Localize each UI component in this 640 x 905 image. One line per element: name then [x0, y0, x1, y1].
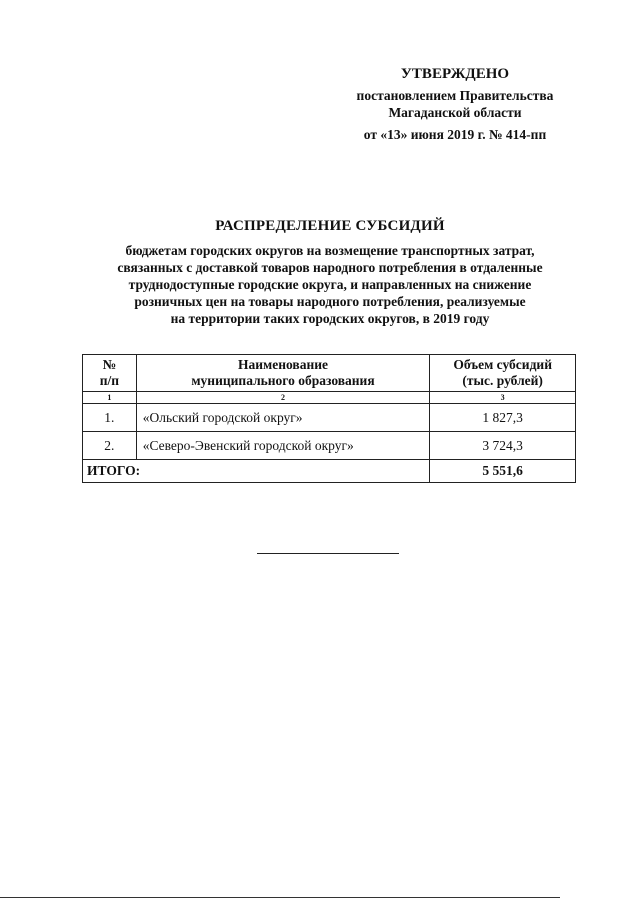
subtitle-line: связанных с доставкой товаров народного потребления в отдаленные	[117, 260, 543, 275]
column-number: 2	[136, 392, 430, 404]
header-num-line2: п/п	[99, 373, 120, 388]
subtitle-line: на территории таких городских округов, в 2019 году	[170, 311, 490, 326]
subsidies-table	[82, 354, 576, 483]
approval-line-1: постановлением Правительства	[356, 88, 554, 103]
row-num: 1.	[83, 404, 137, 432]
document-subtitle	[70, 242, 590, 327]
header-name-line2: муниципального образования	[191, 373, 375, 388]
separator-line	[257, 553, 399, 554]
header-amount-line1: Объем субсидий	[453, 357, 552, 372]
approval-date: от «13» июня 2019 г. № 414-пп	[363, 127, 547, 142]
approval-title: УТВЕРЖДЕНО	[400, 66, 510, 82]
approval-line-2: Магаданской области	[388, 105, 522, 120]
total-amount: 5 551,6	[430, 460, 576, 483]
row-num: 2.	[83, 432, 137, 460]
page-bottom-line	[0, 897, 560, 898]
table-row	[83, 404, 576, 432]
table-header-row	[83, 355, 576, 392]
total-label: ИТОГО:	[83, 460, 430, 483]
row-name: «Северо-Эвенский городской округ»	[136, 432, 430, 460]
table-row	[83, 432, 576, 460]
column-number: 1	[83, 392, 137, 404]
total-row	[83, 460, 576, 483]
subtitle-line: бюджетам городских округов на возмещение транспортных затрат,	[125, 243, 535, 258]
header-amount	[430, 355, 576, 392]
column-number-row	[83, 392, 576, 404]
header-name	[136, 355, 430, 392]
header-amount-line2: (тыс. рублей)	[462, 373, 543, 388]
header-num-line1: №	[102, 357, 117, 372]
row-amount: 3 724,3	[430, 432, 576, 460]
row-name: «Ольский городской округ»	[136, 404, 430, 432]
subtitle-line: розничных цен на товары народного потребления, реализуемые	[134, 294, 526, 309]
document-title: РАСПРЕДЕЛЕНИЕ СУБСИДИЙ	[215, 218, 445, 234]
row-amount: 1 827,3	[430, 404, 576, 432]
subtitle-line: труднодоступные городские округа, и направленных на снижение	[128, 277, 532, 292]
header-num	[83, 355, 137, 392]
approval-block	[330, 66, 580, 143]
column-number: 3	[430, 392, 576, 404]
header-name-line1: Наименование	[238, 357, 329, 372]
